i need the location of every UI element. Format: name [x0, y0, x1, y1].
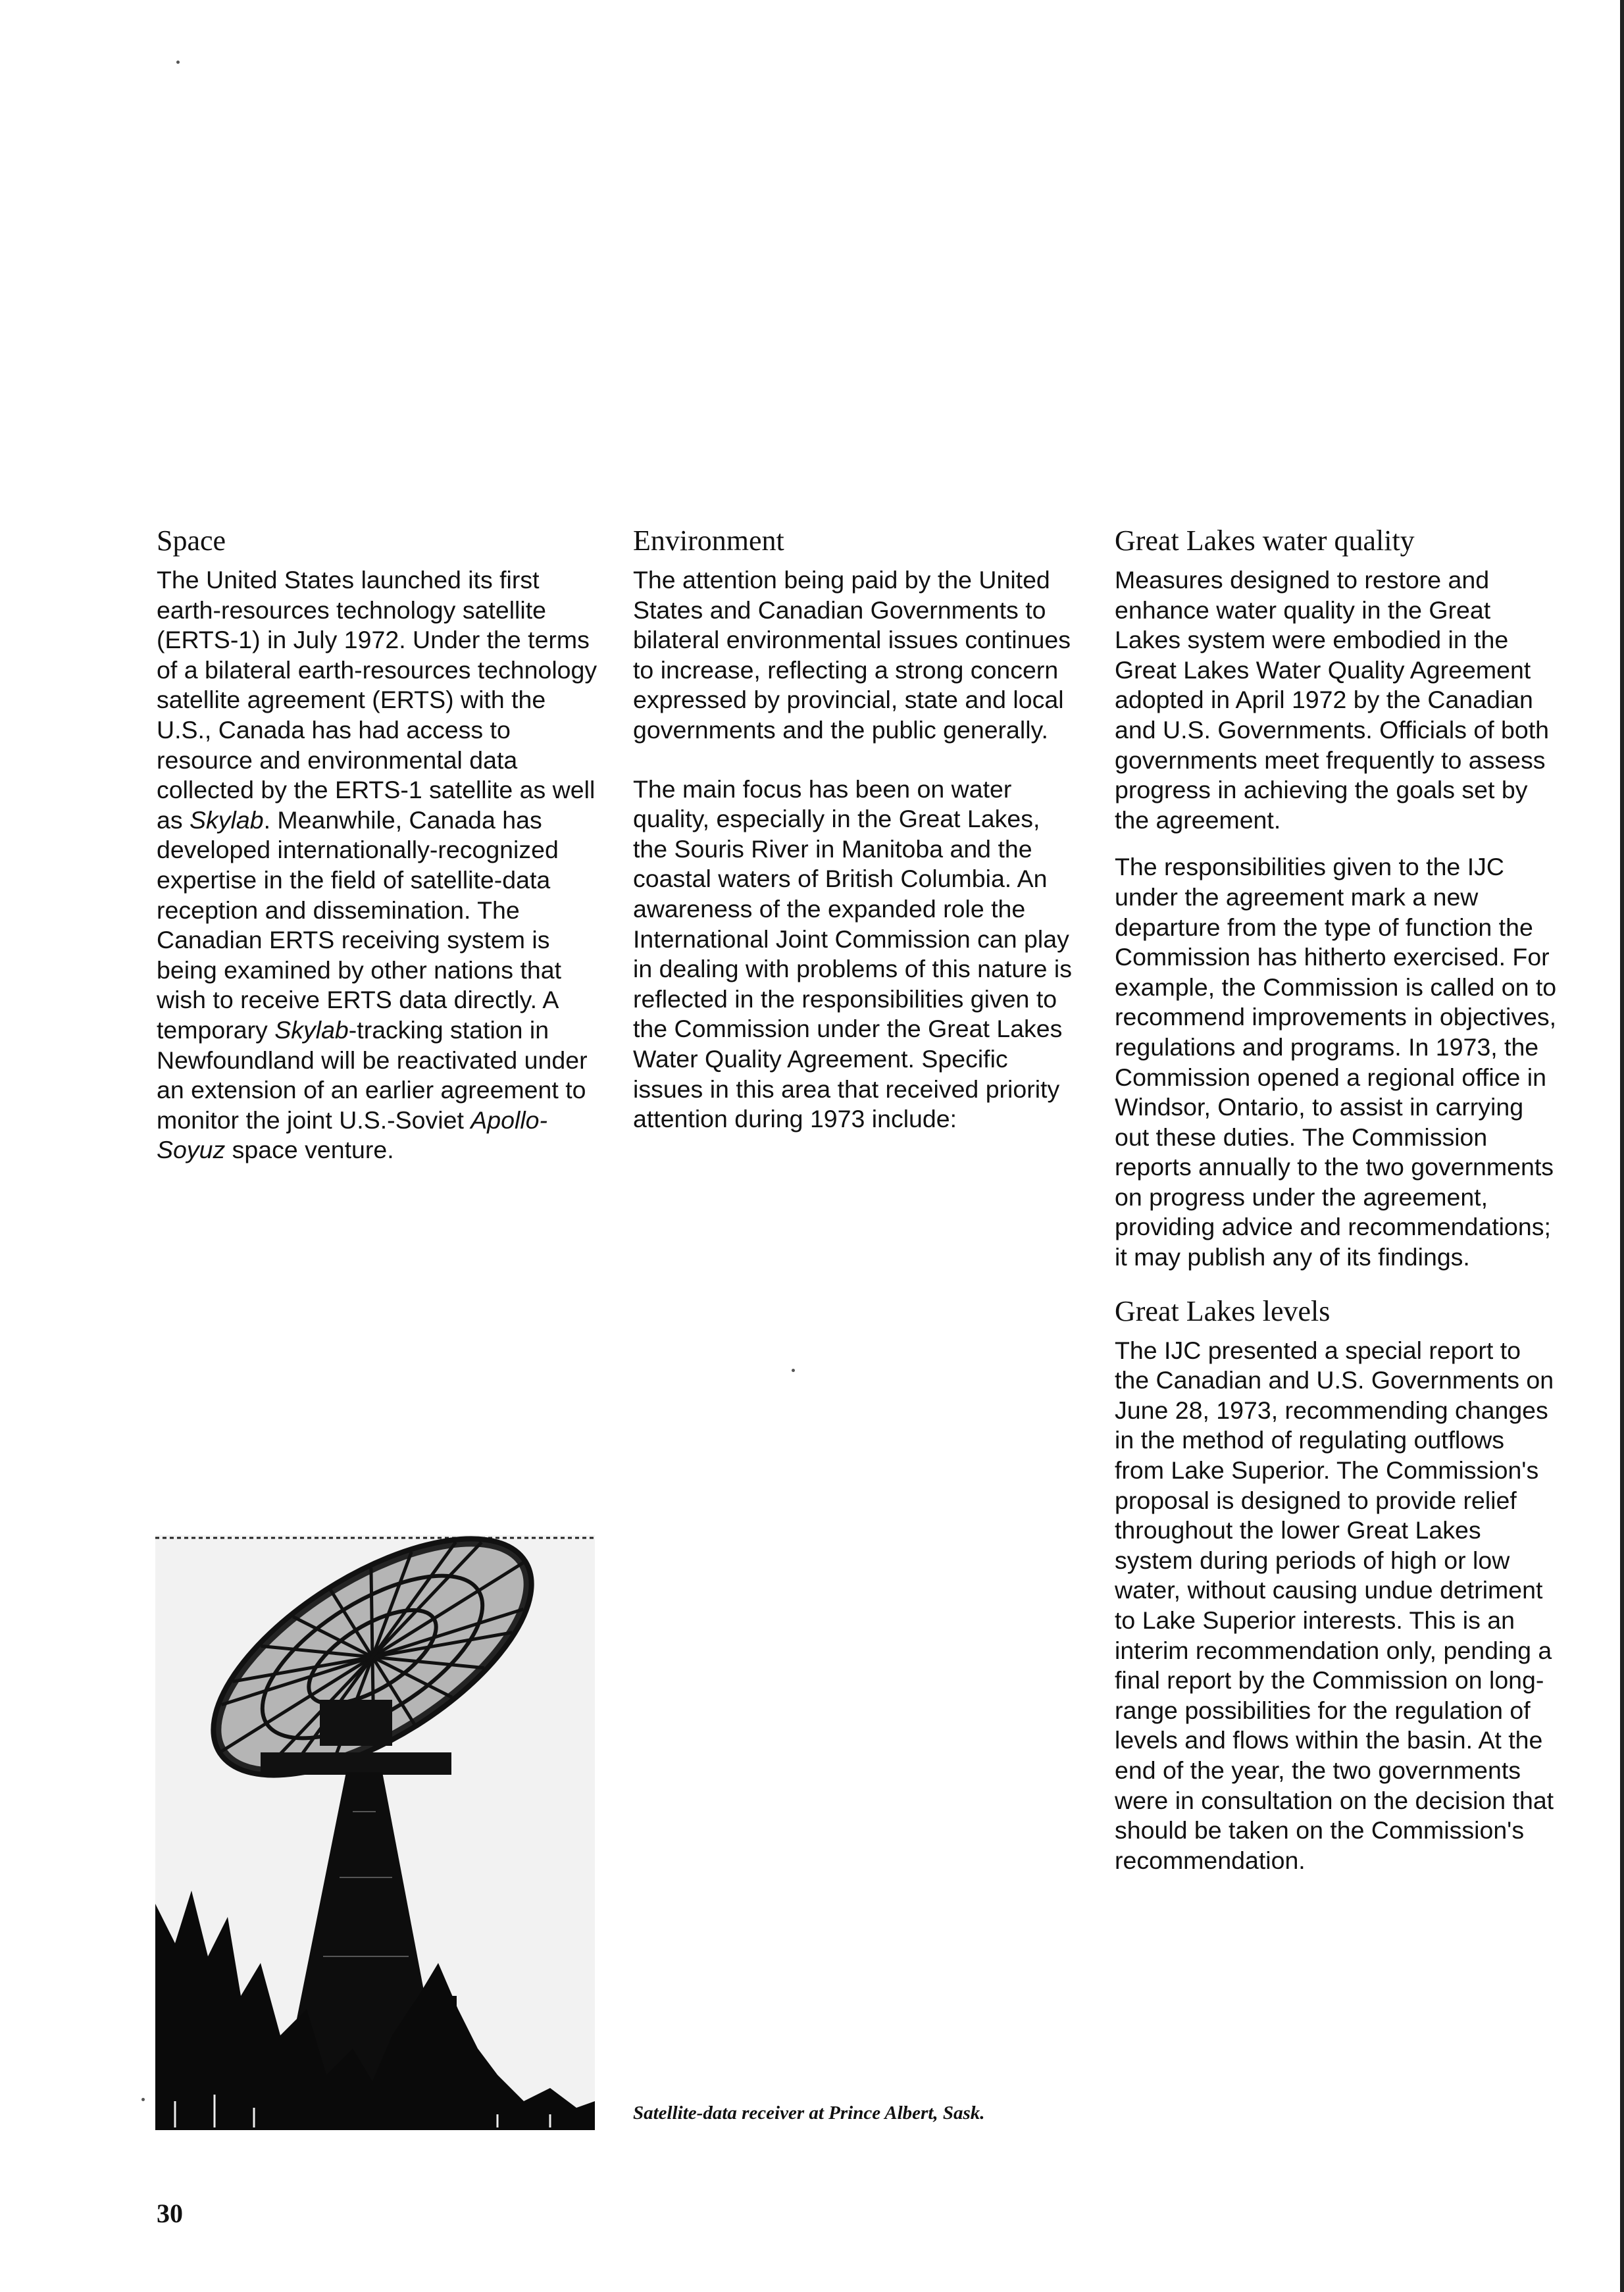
body-paragraph [1115, 565, 1559, 835]
photo-caption: Satellite-data receiver at Prince Albert, Sask. [633, 2102, 985, 2124]
italic-text: Apollo-Soyuz [157, 1106, 548, 1164]
page-number: 30 [157, 2199, 183, 2228]
column-environment [633, 523, 1077, 1134]
section-body-environment [633, 565, 1077, 1134]
text-run: The IJC presented a special report to the Canadian and U.S. Governments on June 28, 1973, recommending changes in the method of regulating outflows from Lake Superior. The Commission's proposal is designed to provide relief throughout the lower Great Lakes system during periods of high or low water, without causing undue detriment to Lake Superior interests. This is an interim recommendation only, pending a final report by the Commission on long-range possibilities for the regulation of levels and flows within the basin. At the end of the year, the two governments were in consultation on the decision that should be taken on the Commission's recommendation. [1115, 1336, 1554, 1874]
body-paragraph [1115, 852, 1559, 1272]
body-paragraph [633, 775, 1077, 1134]
section-heading-space: Space [157, 524, 226, 557]
satellite-dish-photo [155, 1535, 595, 2130]
scan-speck [176, 61, 180, 64]
section-heading-lake-levels: Great Lakes levels [1115, 1294, 1331, 1327]
text-run: The main focus has been on water quality, especially in the Great Lakes, the Souris River in Manitoba and the coastal waters of British Columbia. An awareness of the expanded role the International Joint Commission can play in dealing with problems of this nature is reflected in the responsibilities given to the Commission under the Great Lakes Water Quality Agreement. Specific issues in this area that received priority attention during 1973 include: [633, 775, 1073, 1133]
section-body-lake-levels [1115, 1336, 1559, 1876]
italic-text: Skylab [274, 1015, 349, 1044]
text-run: Measures designed to restore and enhance water quality in the Great Lakes system were embodied in the Great Lakes Water Quality Agreement adopted in April 1972 by the Canadian and U.S. Governments. Officials of both governments meet frequently to assess progress in achieving the goals set by the agreement. [1115, 566, 1550, 834]
text-run: space venture. [225, 1136, 394, 1164]
section-heading-environment: Environment [633, 524, 784, 557]
text-run: The attention being paid by the United States and Canadian Governments to bilateral environmental issues continues to increase, reflecting a strong concern expressed by provincial, state and local governments and the public generally. [633, 566, 1071, 744]
text-run: -tracking station in Newfoundland will be reactivated under an extension of an earlier agreement to monitor the joint U.S.-Soviet [157, 1015, 588, 1134]
text-run: The responsibilities given to the IJC under the agreement mark a new departure from the type of function the Commission has hitherto exercised. For example, the Commission is called on to recommend improvements in objectives, regulations and programs. In 1973, the Commission opened a regional office in Windsor, Ontario, to assist in carrying out these duties. The Commission reports annually to the two governments on progress under the agreement, providing advice and recommendations; it may publish any of its findings. [1115, 853, 1557, 1271]
column-great-lakes [1115, 523, 1559, 1875]
section-body-space [157, 565, 601, 1165]
section-body-water-quality [1115, 565, 1559, 1273]
column-space [157, 523, 601, 1165]
text-run: The United States launched its first earth-resources technology satellite (ERTS-1) in July 1972. Under the terms of a bilateral earth-resources technology satellite agreement (ERTS) with the U.S., Canada has had access to resource and environmental data collected by the ERTS-1 satellite as well as [157, 566, 597, 834]
text-run: . Meanwhile, Canada has developed internationally-recognized expertise in the field of satellite-data reception and dissemination. The Canadian ERTS receiving system is being examined by other nations that wish to receive ERTS data directly. A temporary [157, 805, 561, 1044]
italic-text: Skylab [190, 805, 264, 834]
scan-speck [792, 1369, 795, 1372]
section-heading-water-quality: Great Lakes water quality [1115, 524, 1415, 557]
body-paragraph [157, 565, 601, 1165]
body-paragraph [633, 565, 1077, 746]
binding-edge [1620, 0, 1624, 2292]
body-paragraph [1115, 1336, 1559, 1876]
scan-speck [141, 2098, 145, 2101]
